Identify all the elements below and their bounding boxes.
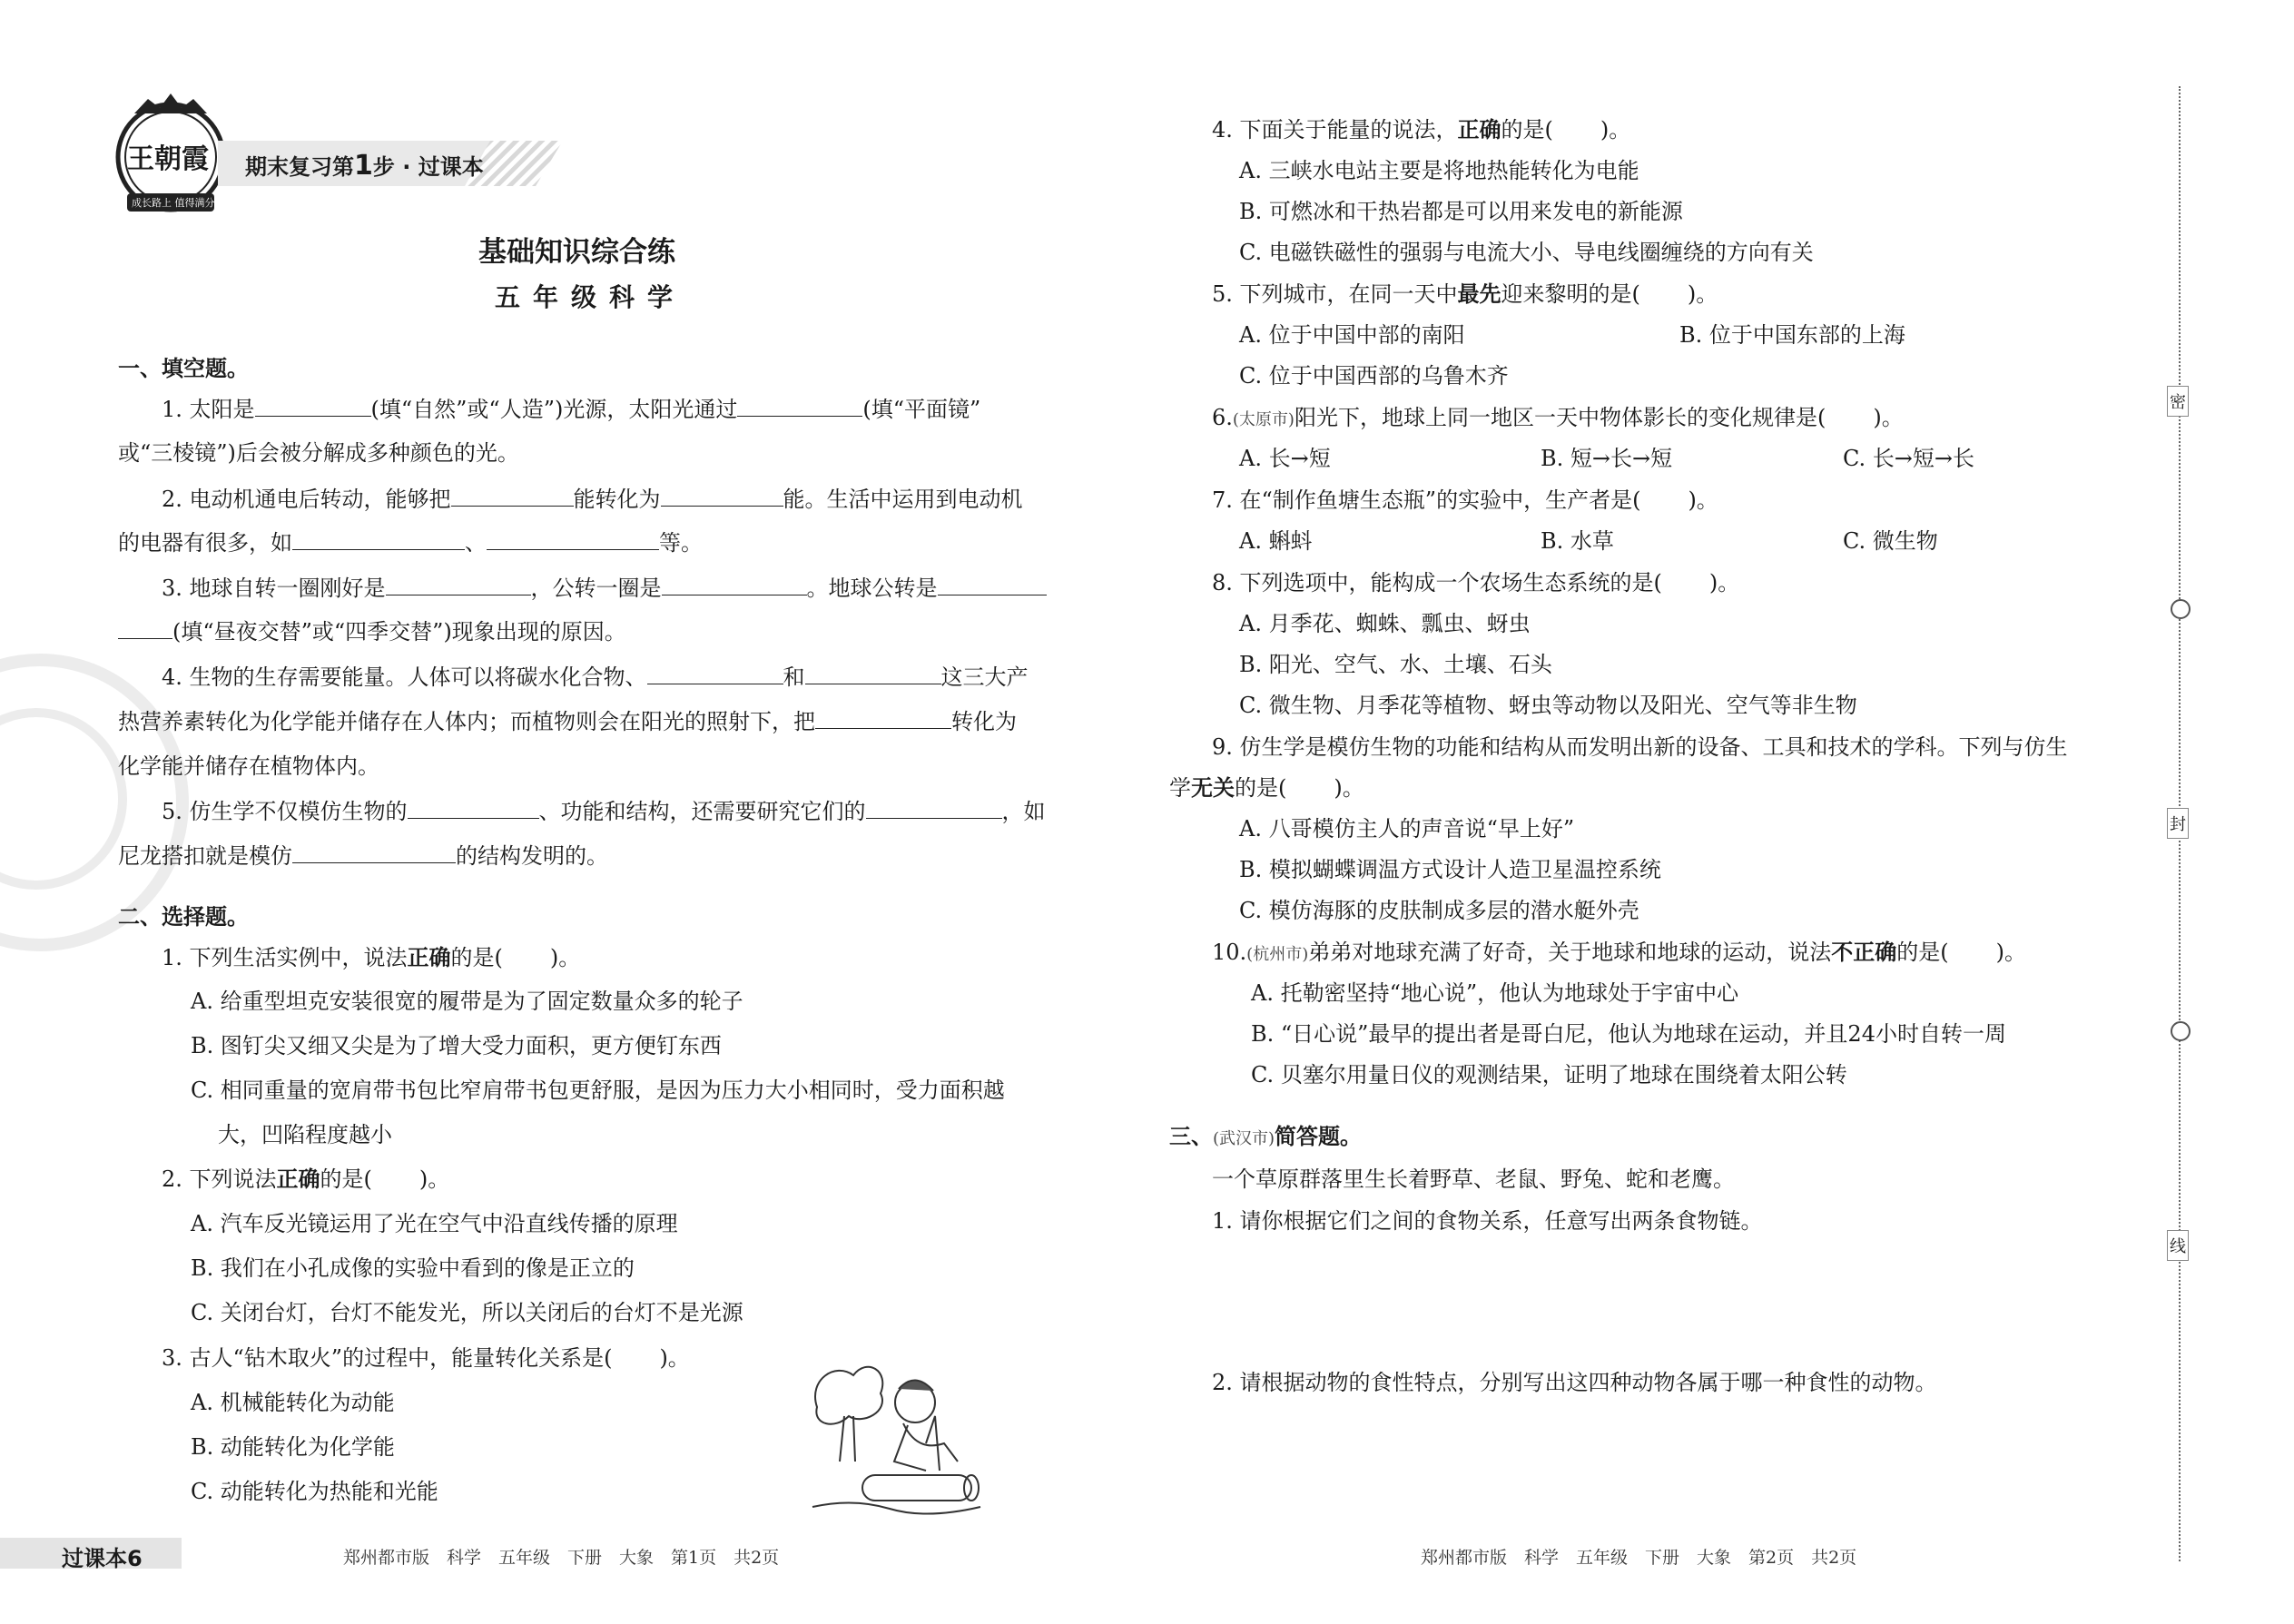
section1-heading: 一、填空题。 — [118, 356, 249, 381]
blank[interactable] — [292, 529, 465, 550]
page-title: 基础知识综合练 — [478, 236, 675, 269]
binding-hole-icon — [2171, 599, 2191, 619]
choice-q4-a[interactable]: A. 三峡水电站主要是将地热能转化为电能 — [1239, 158, 1639, 183]
choice-q1: 1. 下列生活实例中，说法正确的是( )。 — [162, 945, 581, 970]
footer-left: 郑州都市版 科学 五年级 下册 大象 第1页 共2页 — [343, 1548, 780, 1568]
blank[interactable] — [647, 664, 783, 684]
fill-q3-line2: (填“昼夜交替”或“四季交替”)现象出现的原因。 — [118, 618, 626, 645]
choice-q6-c[interactable]: C. 长→短→长 — [1843, 446, 1974, 471]
choice-q9-b[interactable]: B. 模拟蝴蝶调温方式设计人造卫星温控系统 — [1239, 857, 1661, 882]
choice-q10: 10.(杭州市)弟弟对地球充满了好奇，关于地球和地球的运动，说法不正确的是( )。 — [1212, 940, 2026, 965]
blank[interactable] — [815, 708, 951, 729]
answer-area-q2[interactable] — [1212, 1407, 2102, 1525]
logo-slogan: 成长路上 值得满分 — [132, 197, 215, 209]
choice-q6-a[interactable]: A. 长→短 — [1239, 446, 1331, 471]
section3-heading: 三、(武汉市)简答题。 — [1169, 1124, 1363, 1149]
choice-q2-c[interactable]: C. 关闭台灯，台灯不能发光，所以关闭后的台灯不是光源 — [191, 1300, 743, 1325]
fill-q5-line2: 尼龙搭扣就是模仿 的结构发明的。 — [118, 843, 608, 869]
choice-q3-c[interactable]: C. 动能转化为热能和光能 — [191, 1479, 438, 1504]
blank[interactable] — [866, 798, 1002, 819]
answer-area-q1[interactable] — [1212, 1244, 2102, 1353]
fill-q3-line1: 3. 地球自转一圈刚好是 ，公转一圈是 。地球公转是 — [162, 575, 1047, 602]
fire-drilling-illustration — [799, 1353, 999, 1521]
choice-q4-c[interactable]: C. 电磁铁磁性的强弱与电流大小、导电线圈缠绕的方向有关 — [1239, 240, 1814, 265]
fill-q4-line1: 4. 生物的生存需要能量。人体可以将碳水化合物、 和 这三大产 — [162, 664, 1029, 690]
binding-mark-feng: 封 — [2167, 808, 2189, 839]
choice-q8-a[interactable]: A. 月季花、蜘蛛、瓢虫、蚜虫 — [1239, 611, 1531, 636]
choice-q5-a[interactable]: A. 位于中国中部的南阳 — [1239, 322, 1465, 348]
binding-hole-icon — [2171, 1021, 2191, 1041]
choice-q2-b[interactable]: B. 我们在小孔成像的实验中看到的像是正立的 — [191, 1255, 635, 1281]
choice-q8-b[interactable]: B. 阳光、空气、水、土壤、石头 — [1239, 652, 1552, 677]
section2-heading: 二、选择题。 — [118, 904, 249, 930]
blank[interactable] — [451, 486, 574, 507]
blank[interactable] — [255, 396, 371, 417]
choice-q9-line1: 9. 仿生学是模仿生物的功能和结构从而发明出新的设备、工具和技术的学科。下列与仿生 — [1212, 734, 2068, 760]
blank[interactable] — [805, 664, 941, 684]
blank[interactable] — [737, 396, 862, 417]
section3-q1: 1. 请你根据它们之间的食物关系，任意写出两条食物链。 — [1212, 1208, 1763, 1234]
choice-q5-c[interactable]: C. 位于中国西部的乌鲁木齐 — [1239, 363, 1509, 389]
section3-intro: 一个草原群落里生长着野草、老鼠、野兔、蛇和老鹰。 — [1212, 1166, 1735, 1192]
choice-q9-a[interactable]: A. 八哥模仿主人的声音说“早上好” — [1239, 816, 1575, 842]
blank[interactable] — [661, 486, 783, 507]
choice-q1-c-cont: 大，凹陷程度越小 — [218, 1122, 392, 1147]
choice-q4-b[interactable]: B. 可燃冰和干热岩都是可以用来发电的新能源 — [1239, 199, 1683, 224]
choice-q5-b[interactable]: B. 位于中国东部的上海 — [1679, 322, 1905, 348]
logo-name: 王朝霞 — [127, 143, 209, 175]
choice-q1-a[interactable]: A. 给重型坦克安装很宽的履带是为了固定数量众多的轮子 — [191, 989, 743, 1014]
blank[interactable] — [408, 798, 539, 819]
footer-label: 过课本6 — [62, 1546, 143, 1571]
binding-mark-xian: 线 — [2167, 1230, 2189, 1261]
fill-q2-line1: 2. 电动机通电后转动，能够把 能转化为 能。生活中运用到电动机 — [162, 487, 1023, 512]
blank[interactable] — [118, 618, 172, 639]
choice-q9-line2: 学无关的是( )。 — [1169, 775, 1364, 801]
blank[interactable] — [386, 575, 531, 595]
choice-q10-b[interactable]: B. “日心说”最早的提出者是哥白尼，他认为地球在运动，并且24小时自转一周 — [1251, 1021, 2006, 1047]
header-banner: 期末复习第1步 · 过课本 — [245, 150, 484, 182]
choice-q2: 2. 下列说法正确的是( )。 — [162, 1166, 450, 1192]
blank[interactable] — [938, 575, 1047, 595]
blank[interactable] — [487, 529, 659, 550]
choice-q7-c[interactable]: C. 微生物 — [1843, 528, 1938, 554]
page-subtitle: 五年级科学 — [495, 282, 686, 312]
choice-q2-a[interactable]: A. 汽车反光镜运用了光在空气中沿直线传播的原理 — [191, 1211, 678, 1236]
choice-q3-a[interactable]: A. 机械能转化为动能 — [191, 1390, 395, 1415]
choice-q1-b[interactable]: B. 图钉尖又细又尖是为了增大受力面积，更方便钉东西 — [191, 1033, 722, 1058]
choice-q8-c[interactable]: C. 微生物、月季花等植物、蚜虫等动物以及阳光、空气等非生物 — [1239, 693, 1857, 718]
choice-q9-c[interactable]: C. 模仿海豚的皮肤制成多层的潜水艇外壳 — [1239, 898, 1639, 923]
binding-mark-mi: 密 — [2167, 386, 2189, 417]
footer-right: 郑州都市版 科学 五年级 下册 大象 第2页 共2页 — [1421, 1548, 1857, 1568]
choice-q7-a[interactable]: A. 蝌蚪 — [1239, 528, 1313, 554]
fill-q1-line1: 1. 太阳是 (填“自然”或“人造”)光源，太阳光通过 (填“平面镜” — [162, 397, 981, 422]
choice-q10-c[interactable]: C. 贝塞尔用量日仪的观测结果，证明了地球在围绕着太阳公转 — [1251, 1062, 1847, 1088]
section3-q2: 2. 请根据动物的食性特点，分别写出这四种动物各属于哪一种食性的动物。 — [1212, 1370, 1937, 1395]
choice-q7: 7. 在“制作鱼塘生态瓶”的实验中，生产者是( )。 — [1212, 487, 1718, 513]
choice-q6: 6.(太原市)阳光下，地球上同一地区一天中物体影长的变化规律是( )。 — [1212, 405, 1904, 430]
fill-q4-line2: 热营养素转化为化学能并储存在人体内；而植物则会在阳光的照射下，把 转化为 — [118, 709, 1017, 734]
fill-q2-line2: 的电器有很多，如 、 等。 — [118, 530, 703, 556]
choice-q10-a[interactable]: A. 托勒密坚持“地心说”，他认为地球处于宇宙中心 — [1251, 980, 1739, 1006]
blank[interactable] — [292, 842, 456, 863]
choice-q1-c[interactable]: C. 相同重量的宽肩带书包比窄肩带书包更舒服，是因为压力大小相同时，受力面积越 — [191, 1078, 1005, 1103]
choice-q6-b[interactable]: B. 短→长→短 — [1541, 446, 1673, 471]
fill-q5-line1: 5. 仿生学不仅模仿生物的 、功能和结构，还需要研究它们的 ，如 — [162, 799, 1046, 824]
fill-q4-line3: 化学能并储存在植物体内。 — [118, 753, 379, 779]
choice-q5: 5. 下列城市，在同一天中最先迎来黎明的是( )。 — [1212, 281, 1718, 307]
choice-q3-b[interactable]: B. 动能转化为化学能 — [191, 1434, 395, 1460]
choice-q4: 4. 下面关于能量的说法，正确的是( )。 — [1212, 117, 1631, 143]
choice-q7-b[interactable]: B. 水草 — [1541, 528, 1614, 554]
fill-q1-line2: 或“三棱镜”)后会被分解成多种颜色的光。 — [118, 440, 519, 466]
blank[interactable] — [662, 575, 807, 595]
choice-q3: 3. 古人“钻木取火”的过程中，能量转化关系是( )。 — [162, 1345, 690, 1371]
choice-q8: 8. 下列选项中，能构成一个农场生态系统的是( )。 — [1212, 570, 1740, 595]
